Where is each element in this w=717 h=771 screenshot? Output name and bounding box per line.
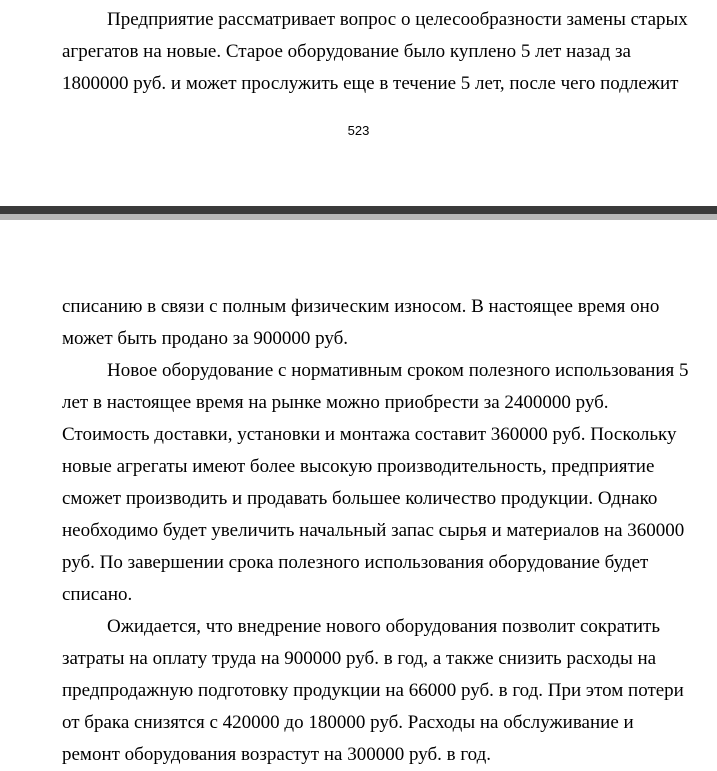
page-number: 523	[347, 123, 370, 138]
text-line: ремонт оборудования возрастут на 300000 руб. в год.	[62, 744, 492, 765]
page-separator-edge	[0, 214, 717, 220]
text-line: агрегатов на новые. Старое оборудование было куплено 5 лет назад за	[62, 41, 631, 62]
document-page-top	[0, 0, 717, 200]
text-line: Стоимость доставки, установки и монтажа составит 360000 руб. Поскольку	[62, 424, 677, 445]
text-line: затраты на оплату труда на 900000 руб. в год, а также снизить расходы на	[62, 648, 657, 669]
text-line: предпродажную подготовку продукции на 66000 руб. в год. При этом потери	[62, 680, 684, 701]
text-line: новые агрегаты имеют более высокую производительность, предприятие	[62, 456, 655, 477]
text-line: Новое оборудование с нормативным сроком полезного использования 5	[107, 360, 689, 381]
text-line: может быть продано за 900000 руб.	[62, 328, 349, 349]
text-line: лет в настоящее время на рынке можно приобрести за 2400000 руб.	[62, 392, 609, 413]
text-line: списанию в связи с полным физическим износом. В настоящее время оно	[62, 296, 660, 317]
text-line: списано.	[62, 584, 133, 605]
text-line: Предприятие рассматривает вопрос о целесообразности замены старых	[107, 9, 688, 30]
text-line: необходимо будет увеличить начальный запас сырья и материалов на 360000	[62, 520, 685, 541]
page-separator	[0, 200, 717, 226]
text-line: руб. По завершении срока полезного использования оборудование будет	[62, 552, 649, 573]
text-line: от брака снизятся с 420000 до 180000 руб. Расходы на обслуживание и	[62, 712, 634, 733]
text-line: 1800000 руб. и может прослужить еще в течение 5 лет, после чего подлежит	[62, 73, 679, 94]
page-separator-shadow	[0, 206, 717, 214]
text-line: Ожидается, что внедрение нового оборудования позволит сократить	[107, 616, 661, 637]
document-page-bottom	[0, 226, 717, 771]
text-line: сможет производить и продавать большее количество продукции. Однако	[62, 488, 658, 509]
